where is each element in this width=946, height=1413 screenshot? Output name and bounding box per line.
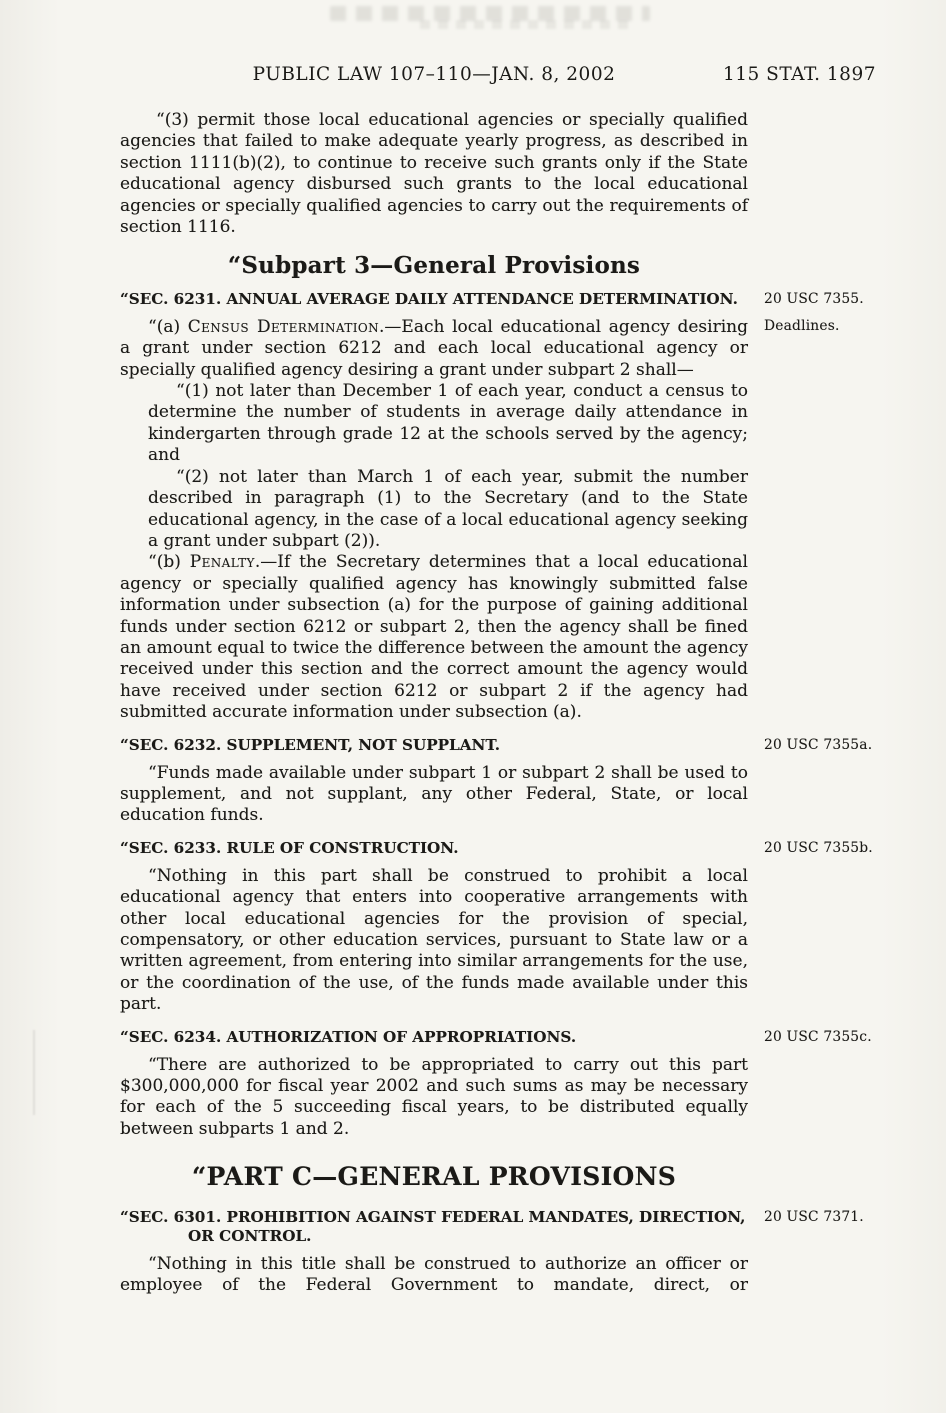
scan-artifact-left-line (33, 1030, 35, 1115)
subsection-a-paragraph (120, 317, 748, 381)
section-6234 (120, 1027, 872, 1141)
subsection-b-rest: .—If the Secretary determines that a local educational agency or specially qualified agency has knowingly submitted false information under subsection (a) for the purpose of gaining additional funds under section 6212 or subpart 2, then the agency shall be fined an amount equal to twice the difference between the amount the agency received under this section and the correct amount the agency would have received under section 6212 or subpart 2 if the agency had submitted accurate information under subsection (a). (120, 552, 748, 723)
section-6233-heading (120, 838, 873, 858)
subsection-b-smallcaps: Penalty (189, 552, 255, 573)
section-6231-heading (120, 289, 864, 309)
subsection-a-lead: “(a) (148, 316, 188, 337)
usc-margin-note-6231: 20 USC 7355. (764, 290, 864, 307)
subsection-a-rest: .—Each local educational agency desiring a grant under section 6212 and each local educational agency or specially qualified agency desiring a grant under subpart 2 shall— (120, 316, 748, 380)
section-6301-heading-line2: OR CONTROL. (188, 1226, 312, 1245)
paragraph-2: “(2) not later than March 1 of each year, submit the number described in paragraph (1) to the Secretary (and to the State educational agency, in the case of a local educational agency seeking a grant under subpart (2)). (148, 466, 748, 551)
section-6301-heading-line1: “SEC. 6301. PROHIBITION AGAINST FEDERAL MANDATES, DIRECTION, (120, 1207, 746, 1226)
paragraph-3-continuation: “(3) permit those local educational agencies or specially qualified agencies that failed to make adequate yearly progress, as described in section 1111(b)(2), to continue to receive such grants only if the State educational agency disbursed such grants to the local educational agencies or specially qualified agencies to carry out the requirements of section 1116. (120, 110, 748, 238)
section-6234-paragraph: “There are authorized to be appropriated to carry out this part $300,000,000 for fiscal year 2002 and such sums as may be necessary for each of the 5 succeeding fiscal years, to be distributed equally between subparts 1 and 2. (120, 1054, 748, 1139)
section-6234-heading-text: “SEC. 6234. AUTHORIZATION OF APPROPRIATIONS. (120, 1027, 577, 1046)
section-6234-heading (120, 1027, 872, 1047)
section-6233 (120, 838, 873, 1016)
section-6232-heading (120, 735, 873, 755)
subsection-a-wrap (120, 316, 840, 381)
section-6232 (120, 735, 873, 827)
subsection-b-paragraph (120, 552, 748, 723)
section-6232-heading-text: “SEC. 6232. SUPPLEMENT, NOT SUPPLANT. (120, 735, 501, 754)
usc-margin-note-6232: 20 USC 7355a. (764, 736, 873, 753)
section-6231 (120, 289, 864, 724)
section-6233-paragraph: “Nothing in this part shall be construed to prohibit a local educational agency that enters into cooperative arrangements with other local educational agencies for the provision of special, compensatory, or other education services, pursuant to State law or a written agreement, from entering into similar arrangements for the use, or the coordination of the use, of the funds made available under this part. (120, 865, 748, 1015)
running-head: PUBLIC LAW 107–110—JAN. 8, 2002 (252, 64, 616, 85)
usc-margin-note-6234: 20 USC 7355c. (764, 1028, 872, 1045)
section-6301-heading (120, 1207, 864, 1246)
section-6233-heading-text: “SEC. 6233. RULE OF CONSTRUCTION. (120, 838, 459, 857)
page-number: 115 STAT. 1897 (722, 64, 876, 85)
subsection-a-smallcaps: Census Determination (187, 316, 380, 337)
section-6301-paragraph: “Nothing in this title shall be construed to authorize an officer or employee of the Federal Government to mandate, direct, or (120, 1253, 748, 1296)
subsection-b-lead: “(b) (148, 552, 190, 573)
section-6232-paragraph: “Funds made available under subpart 1 or subpart 2 shall be used to supplement, and not supplant, any other Federal, State, or local education funds. (120, 762, 748, 826)
paragraph-1: “(1) not later than December 1 of each year, conduct a census to determine the number of students in average daily attendance in kindergarten through grade 12 at the schools served by the agency; and (148, 381, 748, 466)
section-6301 (120, 1207, 864, 1297)
part-c-heading: “PART C—GENERAL PROVISIONS (191, 1162, 677, 1192)
section-6231-heading-text: “SEC. 6231. ANNUAL AVERAGE DAILY ATTENDANCE DETERMINATION. (120, 289, 738, 308)
subpart-3-heading: “Subpart 3—General Provisions (227, 252, 641, 280)
deadlines-margin-note: Deadlines. (764, 317, 840, 334)
usc-margin-note-6301: 20 USC 7371. (764, 1208, 864, 1225)
usc-margin-note-6233: 20 USC 7355b. (764, 839, 873, 856)
